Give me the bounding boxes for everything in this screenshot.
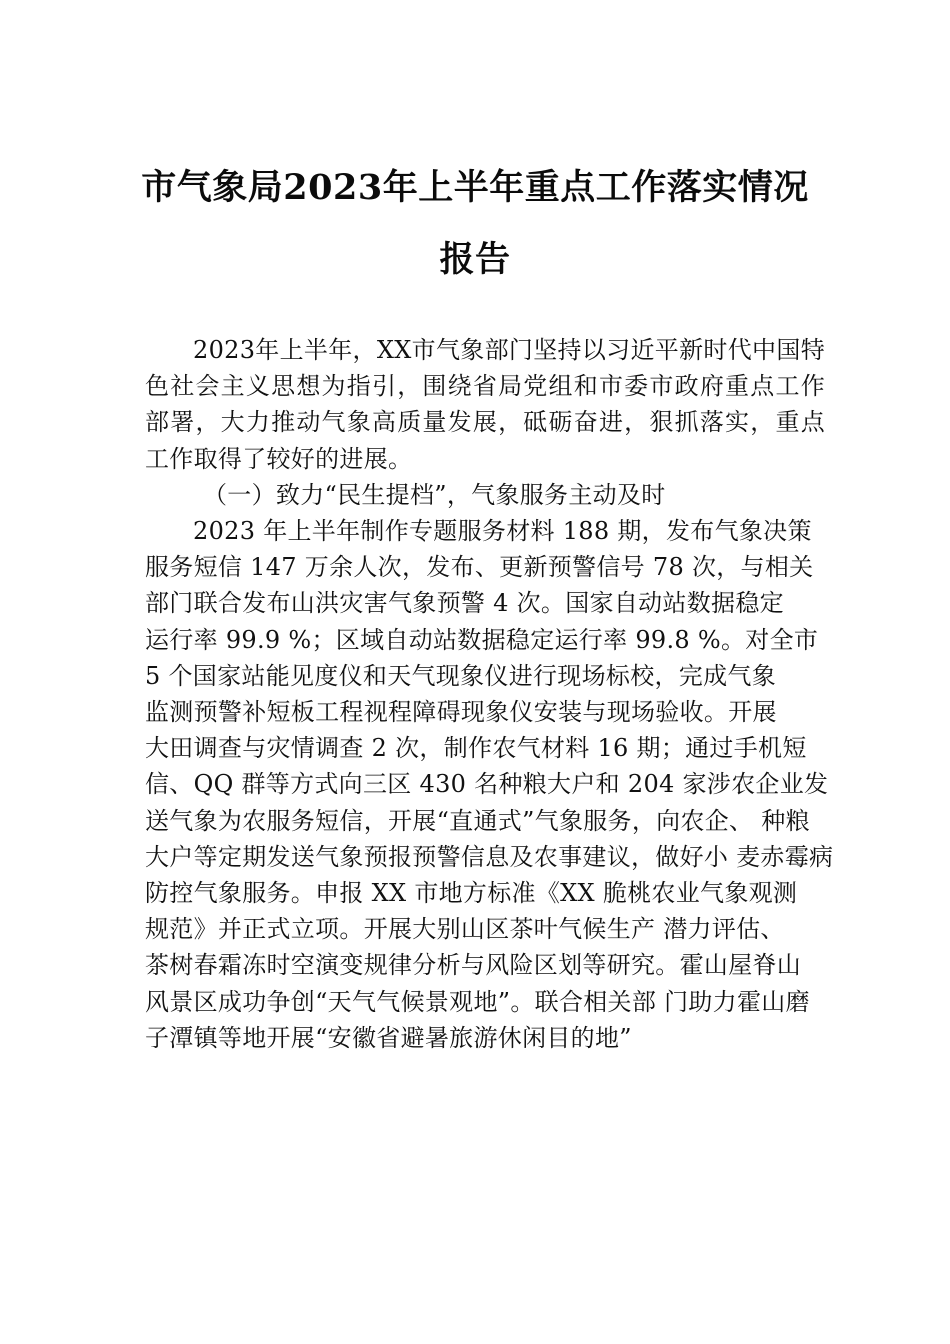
- paragraph-line: 信、QQ 群等方式向三区 430 名种粮大户和 204 家涉农企业发: [145, 770, 829, 799]
- paragraph-line: 大田调查与灾情调查 2 次，制作农气材料 16 期；通过手机短: [145, 734, 807, 763]
- paragraph-line: 子潭镇等地开展“安徽省避暑旅游休闲目的地”: [145, 1023, 632, 1052]
- paragraph-line: 部门联合发布山洪灾害气象预警 4 次。国家自动站数据稳定: [145, 589, 784, 618]
- section-paragraph: [145, 513, 834, 1056]
- document-body: [145, 332, 834, 1056]
- title-line-1: 市气象局2023年上半年重点工作落实情况: [141, 167, 809, 208]
- paragraph-line: 茶树春霜冻时空演变规律分析与风险区划等研究。霍山屋脊山: [145, 951, 802, 980]
- paragraph-line: 风景区成功争创“天气气候景观地”。联合相关部 门助力霍山磨: [145, 987, 810, 1016]
- paragraph-line: 服务短信 147 万余人次，发布、更新预警信号 78 次，与相关: [145, 553, 814, 582]
- paragraph-line: 送气象为农服务短信，开展“直通式”气象服务，向农企、 种粮: [145, 806, 810, 835]
- paragraph-line: 监测预警补短板工程视程障碍现象仪安装与现场验收。开展: [145, 698, 777, 727]
- document-title: [140, 152, 810, 296]
- section-heading: （一）致力“民生提档”，气象服务主动及时: [203, 480, 666, 509]
- paragraph-line: 规范》并正式立项。开展大别山区茶叶气候生产 潜力评估、: [145, 915, 785, 944]
- paragraph-line: 2023 年上半年制作专题服务材料 188 期，发布气象决策: [193, 517, 812, 546]
- paragraph-line: 运行率 99.9 %；区域自动站数据稳定运行率 99.8 %。对全市: [145, 625, 819, 654]
- paragraph-line: 5 个国家站能见度仪和天气现象仪进行现场标校，完成气象: [145, 661, 776, 690]
- paragraph-line: 防控气象服务。申报 XX 市地方标准《XX 脆桃农业气象观测: [145, 879, 798, 908]
- title-line-2: 报告: [439, 239, 511, 280]
- intro-paragraph: 2023年上半年，XX市气象部门坚持以习近平新时代中国特色社会主义思想为指引，围绕省局党组和市委市政府重点工作部署，大力推动气象高质量发展，砥砺奋进，狠抓落实，重点工作取得了较好的进展。: [145, 336, 825, 473]
- paragraph-line: 大户等定期发送气象预报预警信息及农事建议，做好小 麦赤霉病: [145, 842, 834, 871]
